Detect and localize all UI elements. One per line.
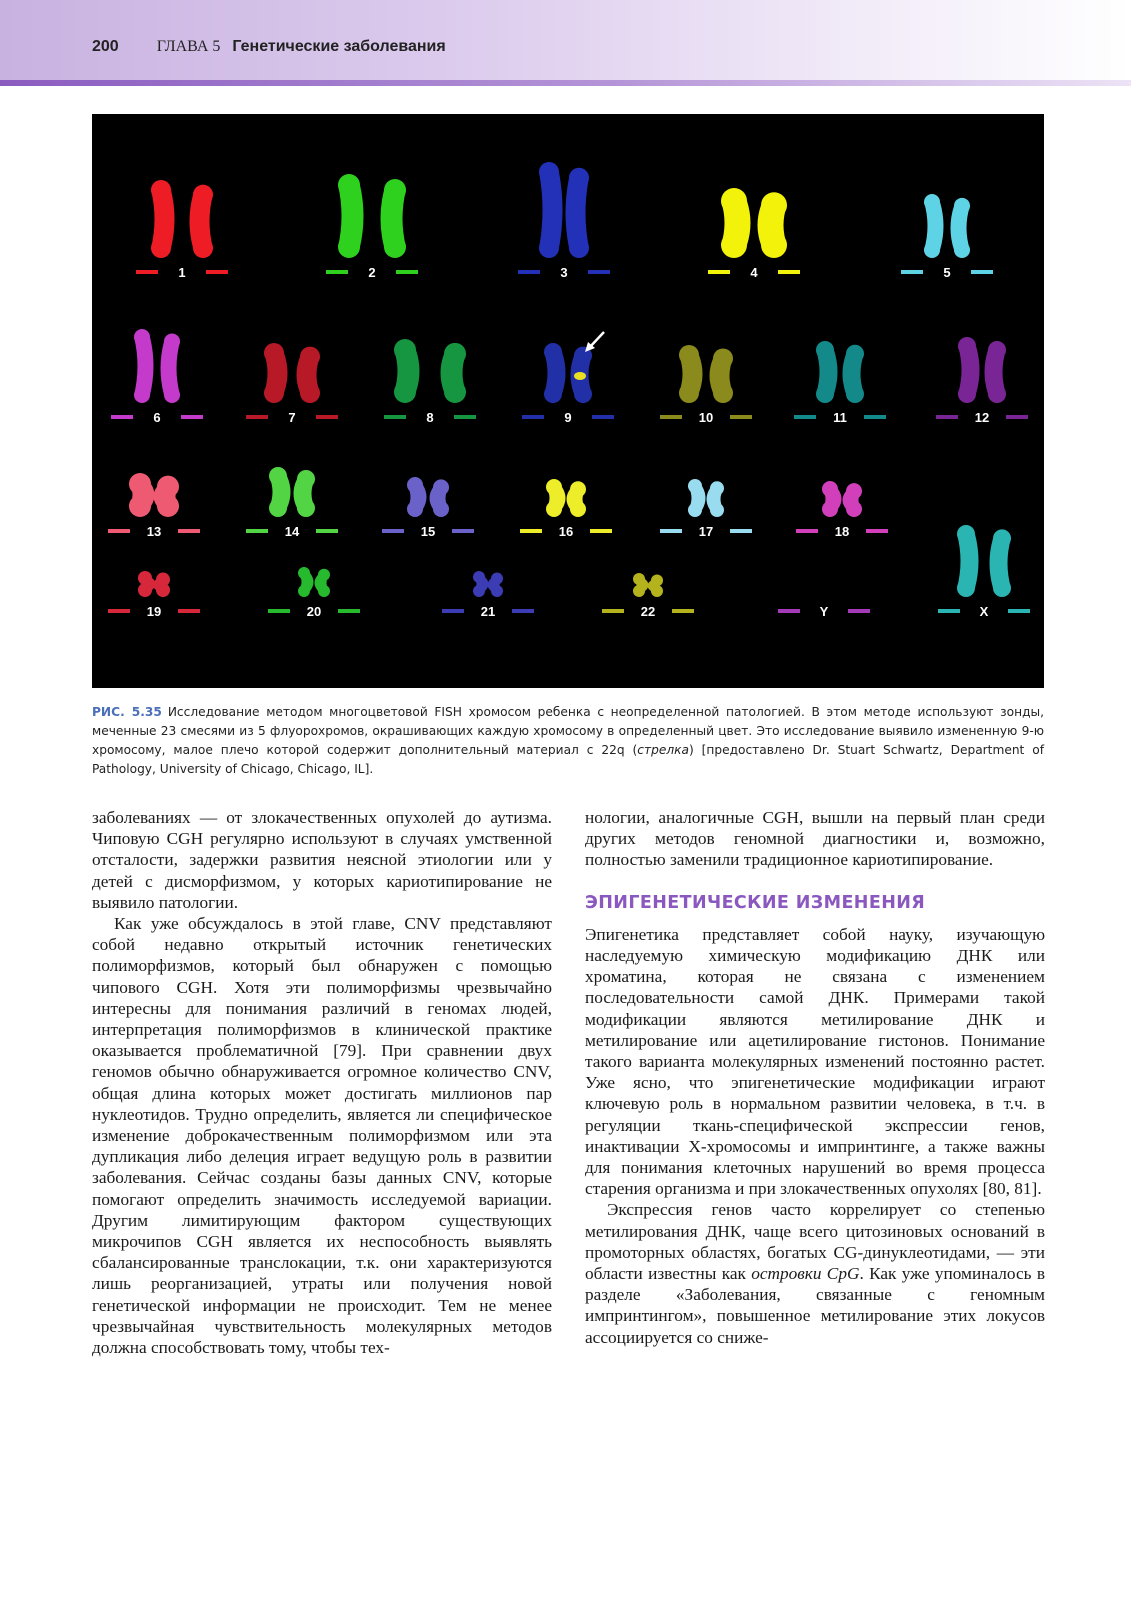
chromosome-pair-7 <box>246 343 338 425</box>
chromosome-pair-2 <box>326 174 418 280</box>
chromosome-bar <box>796 529 818 533</box>
running-header <box>92 38 446 56</box>
chromosome-bar <box>864 415 886 419</box>
chapter-label: ГЛАВА 5 <box>156 38 221 55</box>
chromosome-number: 8 <box>426 410 434 425</box>
chromosome-pair-20 <box>268 567 360 619</box>
chromosome-bar <box>866 529 888 533</box>
chromosome-bar <box>178 609 200 613</box>
chromosome-bar <box>708 270 730 274</box>
body-paragraph <box>585 1199 1045 1347</box>
body-paragraph: Как уже обсуждалось в этой главе, CNV представляют собой недавно открытый источник генетических полиморфизмов, который был обнаружен с помощью чипового CGH. Хотя эти полиморфизмы чрезвычайно интересны для понимания различий в геномах людей, интерпретация полиморфизмов в клинической практике оказывается проблематичной [79]. При сравнении двух геномов обычно обнаруживается огромное количество CNV, общая длина которых может достигать миллионов пар нуклеотидов. Трудно определить, является ли специфическое изменение доброкачественным полиморфизмом или эта дупликация либо делеция играет ведущую роль в развитии заболевания. Сейчас созданы базы данных CNV, которые помогают определить значимость исследуемой вариации. Другим лимитирующим фактором существующих микрочипов CGH является их неспособность выявлять сбалансированные транслокации, т.к. они характеризуются лишь реорганизацией, утраты или получения новой генетической информации не происходит. Тем не менее чрезвычайная чувствительность молекулярных методов должна способствовать тому, чтобы тех- <box>92 914 552 1358</box>
chromosome-bar <box>602 609 624 613</box>
chromosome-pair-16 <box>520 479 612 539</box>
chromosome-number: 3 <box>560 265 568 280</box>
paragraph-text-end: . Как уже упоминалось в разделе «Заболевания, связанные с геномным импринтингом», повышенное метилирование этих локусов ассоциируется со сниже- <box>585 1264 1046 1347</box>
chromosome-bar <box>778 270 800 274</box>
chromosome-pair-4 <box>708 188 800 280</box>
chromosome-pair-5 <box>901 194 993 280</box>
chromosome-pair-12 <box>936 337 1028 425</box>
karyotype-figure <box>92 114 1044 688</box>
chromosome-bar <box>660 415 682 419</box>
chromosome-number: 18 <box>834 524 850 539</box>
italic-term: островки CpG <box>751 1264 860 1284</box>
chromosome-pair-19 <box>108 571 200 619</box>
chromosome-pair-9 <box>522 343 614 425</box>
chromosome-bar <box>454 415 476 419</box>
chapter-title: Генетические заболевания <box>232 38 446 55</box>
chromosome-bar <box>338 609 360 613</box>
chromosome-pair-6 <box>111 329 203 425</box>
chromosome-number: 1 <box>178 265 186 280</box>
chromosome-bar <box>316 529 338 533</box>
chromosome-bar <box>660 529 682 533</box>
chromosome-bar <box>588 270 610 274</box>
chromosome-bar <box>590 529 612 533</box>
chromosome-bar <box>384 415 406 419</box>
chromosome-bar <box>971 270 993 274</box>
chromosome-pair-x <box>938 525 1030 619</box>
chromosome-bar <box>206 270 228 274</box>
left-column <box>92 807 552 1358</box>
chromosome-pair-17 <box>660 479 752 539</box>
chromosome-bar <box>848 609 870 613</box>
chromosome-bar <box>316 415 338 419</box>
chromosome-pair-11 <box>794 341 886 425</box>
chromosome-bar <box>778 609 800 613</box>
chromosome-number: 2 <box>368 265 376 280</box>
chromosome-pair-21 <box>442 571 534 619</box>
figure-caption <box>92 703 1044 779</box>
page-number: 200 <box>92 38 119 55</box>
chromosome-bar <box>382 529 404 533</box>
chromosome-number: 10 <box>698 410 714 425</box>
chromosome-number: 20 <box>306 604 322 619</box>
chromosome-pair-10 <box>660 345 752 425</box>
chromosome-pair-13 <box>108 473 200 539</box>
chromosome-pair-8 <box>384 339 476 425</box>
section-heading: ЭПИГЕНЕТИЧЕСКИЕ ИЗМЕНЕНИЯ <box>585 892 926 913</box>
chromosome-bar <box>136 270 158 274</box>
body-paragraph: заболеваниях — от злокачественных опухолей до аутизма. Чиповую CGH регулярно используют в случаях умственной отсталости, задержки развития неясной этиологии или у детей с дисморфизмом, у которых кариотипирование не выявило патологии. <box>92 808 552 912</box>
figure-label: РИС. 5.35 <box>92 705 162 719</box>
page-header-rule <box>0 80 1131 86</box>
chromosome-bar <box>1006 415 1028 419</box>
chromosome-number: 13 <box>146 524 162 539</box>
chromosome-number: 6 <box>153 410 161 425</box>
chromosome-number: X <box>979 604 989 619</box>
chromosome-number: 7 <box>288 410 296 425</box>
chromosome-pair-14 <box>246 467 338 539</box>
chromosome-bar <box>1008 609 1030 613</box>
chromosome-bar <box>396 270 418 274</box>
chromosome-bar <box>794 415 816 419</box>
arrow-icon <box>585 332 604 352</box>
chromosome-bar <box>111 415 133 419</box>
chromosome-bar <box>672 609 694 613</box>
chromosome-bar <box>901 270 923 274</box>
translocated-22q-segment <box>574 372 586 380</box>
chromosome-pair-15 <box>382 477 474 539</box>
caption-text-end: ) [предоставлено Dr. Stuart Schwartz, Department of Pathology, University of Chicago, Chicago, IL]. <box>92 743 1044 776</box>
paragraph-text: Экспрессия генов часто коррелирует со степенью метилирования ДНК, чаще всего цитозиновых оснований в промоторных областях, богатых CG-динуклеотидами, — эти области известны как <box>585 1200 1045 1284</box>
chromosome-number: 14 <box>284 524 300 539</box>
chromosome-pair-18 <box>796 481 888 539</box>
chromosome-number: 11 <box>833 410 847 425</box>
body-paragraph: Эпигенетика представляет собой науку, изучающую наследуемую химическую модификацию ДНК или хроматина, которая не связана с изменением последовательности самой ДНК. Примерами такой модификации являются метилирование ДНК и метилирование или ацетилирование гистонов. Понимание такого варианта молекулярных изменений постоянно растет. Уже ясно, что эпигенетические модификации играют ключевую роль в нормальном развитии человека, в т.ч. в регуляции ткань-специфической экспрессии генов, инактивации X-хромосомы и импринтинге, а также важны для понимания клеточных нарушений во время процесса старения организма и при злокачественных опухолях [80, 81]. <box>585 924 1045 1199</box>
chromosome-bar <box>518 270 540 274</box>
chromosome-number: 5 <box>943 265 951 280</box>
chromosome-bar <box>592 415 614 419</box>
chromosome-bar <box>512 609 534 613</box>
body-paragraph: нологии, аналогичные CGH, вышли на первый план среди других методов геномной диагностики и, возможно, полностью заменили традиционное кариотипирование. <box>585 808 1045 870</box>
chromosome-number: 4 <box>750 265 758 280</box>
chromosome-bar <box>936 415 958 419</box>
chromosome-pair-1 <box>136 180 228 280</box>
chromosome-bar <box>326 270 348 274</box>
chromosome-number: 19 <box>146 604 162 619</box>
chromosome-bar <box>246 415 268 419</box>
chromosome-pair-3 <box>518 162 610 280</box>
chromosome-bar <box>268 609 290 613</box>
chromosome-bar <box>108 609 130 613</box>
chromosome-number: 9 <box>564 410 572 425</box>
chromosome-number: 16 <box>558 524 574 539</box>
chromosome-bar <box>730 529 752 533</box>
chromosome-number: 12 <box>974 410 990 425</box>
chromosome-bar <box>520 529 542 533</box>
chromosome-bar <box>522 415 544 419</box>
karyotype-image <box>92 114 1044 688</box>
caption-italic: стрелка <box>637 743 689 757</box>
chromosome-bar <box>108 529 130 533</box>
chromosome-bar <box>181 415 203 419</box>
chromosome-number: 21 <box>480 604 496 619</box>
right-column <box>585 807 1045 1348</box>
chromosome-bar <box>442 609 464 613</box>
chromosome-number: Y <box>819 604 829 619</box>
caption-text: Исследование методом многоцветовой FISH хромосом ребенка с неопределенной патологией. В этом методе используют зонды, меченные 23 смесями из 5 флуорохромов, окрашивающих каждую хромосому в определенный цвет. Это исследование выявило измененную 9-ю хромосому, малое плечо которой содержит дополнительный материал с 22q ( <box>92 705 1044 757</box>
chromosome-pair-y <box>778 604 870 619</box>
chromosome-number: 22 <box>640 604 656 619</box>
chromosome-number: 15 <box>420 524 436 539</box>
chromosome-pair-22 <box>602 573 694 619</box>
chromosome-bar <box>730 415 752 419</box>
chromosome-bar <box>938 609 960 613</box>
chromosome-bar <box>178 529 200 533</box>
chromosome-number: 17 <box>698 524 714 539</box>
chromosome-bar <box>452 529 474 533</box>
chromosome-bar <box>246 529 268 533</box>
